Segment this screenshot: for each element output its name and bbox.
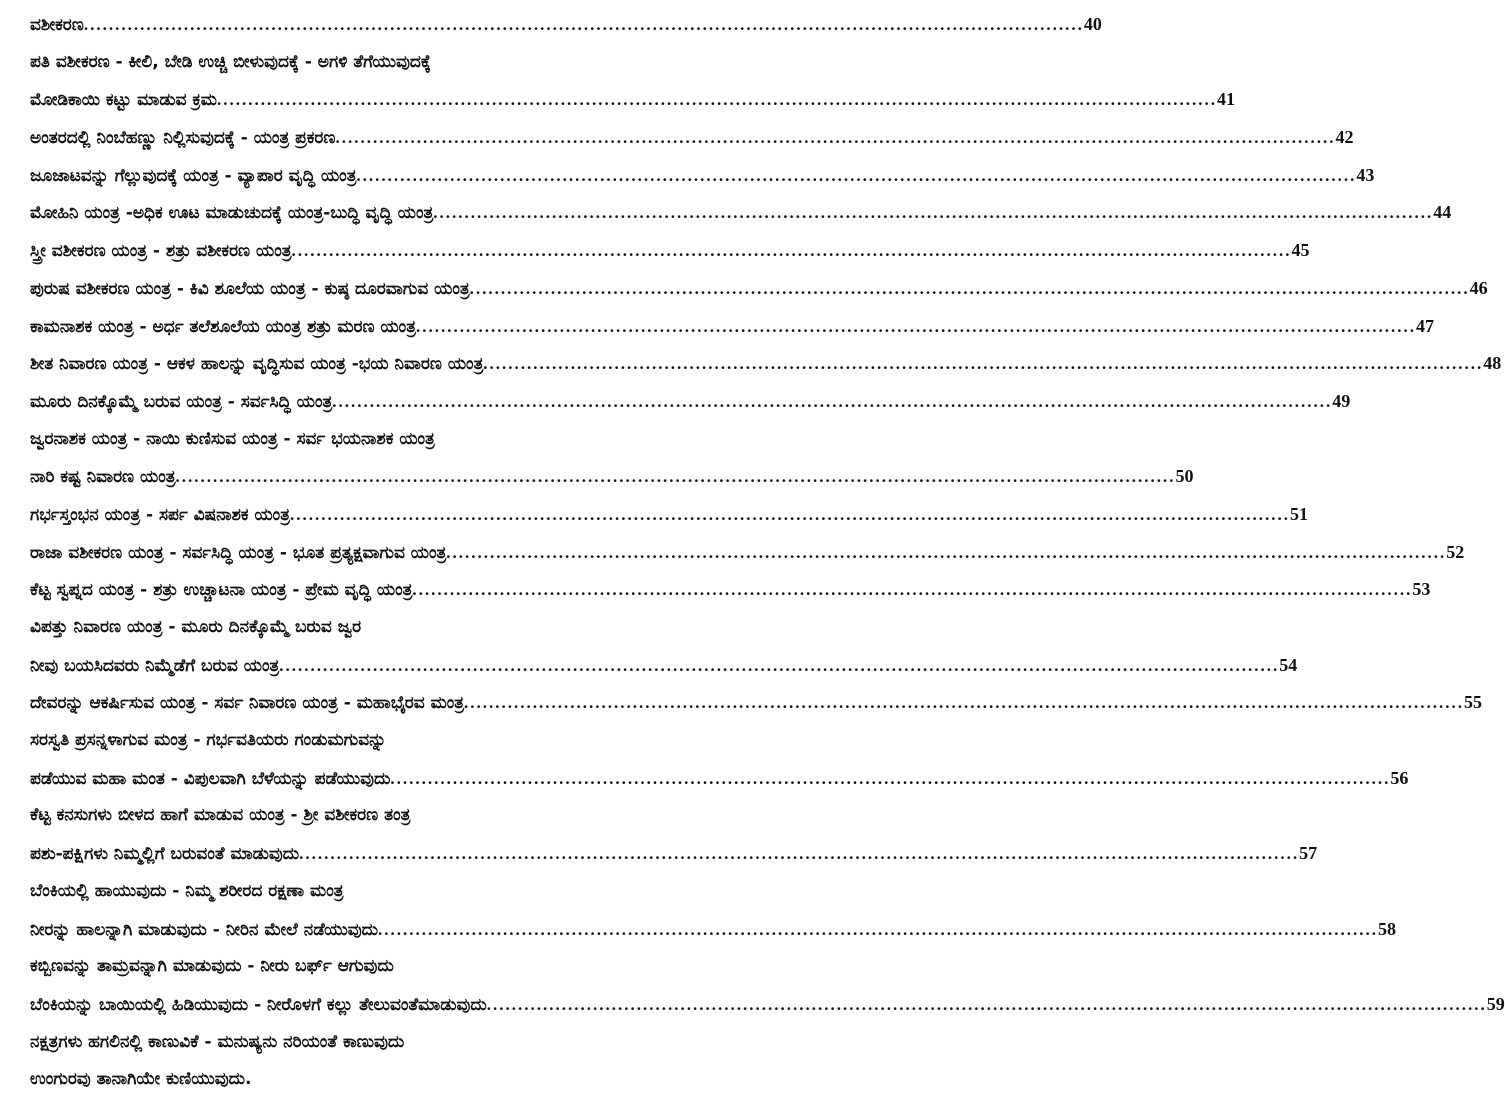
toc-page-number: 58 <box>1378 918 1397 939</box>
toc-entry-title: ಪಶು-ಪಕ್ಷಿಗಳು ನಿಮ್ಮಲ್ಲಿಗೆ ಬರುವಂತೆ ಮಾಡುವುದು <box>30 844 300 865</box>
dot-leader <box>279 647 1279 685</box>
toc-entry <box>30 835 1318 873</box>
toc-entry-title: ಕಬ್ಬಿಣವನ್ನು ತಾಮ್ರವನ್ನಾಗಿ ಮಾಡುವುದು - ನೀರು ಬರ್ಫ್ ಆಗುವುದು <box>30 956 394 977</box>
toc-page-number: 47 <box>1415 315 1434 336</box>
toc-entry-title: ಗರ್ಭಸ್ತಂಭನ ಯಂತ್ರ - ಸರ್ಪ ವಿಷನಾಶಕ ಯಂತ್ರ <box>30 504 290 525</box>
toc-entry-title: ವಿಪತ್ತು ನಿವಾರಣ ಯಂತ್ರ - ಮೂರು ದಿನಕ್ಕೊಮ್ಮೆ ಬರುವ ಜ್ವರ <box>30 617 362 637</box>
toc-entry <box>30 383 1351 421</box>
dot-leader <box>292 232 1292 270</box>
toc-entry <box>30 722 754 760</box>
toc-entry-title: ಕೆಟ್ಟ ಕನಸುಗಳು ಬೀಳದ ಹಾಗೆ ಮಾಡುವ ಯಂತ್ರ - ಶ್ರೀ ವಶೀಕರಣ ತಂತ್ರ <box>30 805 411 826</box>
toc-entry-title: ಪತಿ ವಶೀಕರಣ - ಕೀಲಿ, ಬೇಡಿ ಉಚ್ಚಿ ಬೀಳುವುದಕ್ಕೆ - ಅಗಳಿ ತೆಗೆಯುವುದಕ್ಕೆ <box>30 51 431 72</box>
toc-page-number: 49 <box>1332 390 1351 411</box>
toc-entry <box>30 911 1397 949</box>
dot-leader <box>446 534 1446 572</box>
toc-page-number: 44 <box>1433 202 1452 223</box>
toc-page-number: 40 <box>1083 14 1102 34</box>
toc-entry <box>30 948 754 986</box>
dot-leader <box>84 6 1084 44</box>
toc-page-number: 41 <box>1216 89 1235 110</box>
toc-entry <box>30 496 1308 534</box>
dot-leader <box>470 270 1470 308</box>
dot-leader <box>487 986 1487 1024</box>
toc-page-number: 57 <box>1299 843 1318 864</box>
toc-entry-title: ಪಡೆಯುವ ಮಹಾ ಮಂತ - ವಿಪುಲವಾಗಿ ಬೆಳೆಯನ್ನು ಪಡೆಯುವುದು <box>30 768 391 789</box>
toc-page-number: 46 <box>1469 277 1488 298</box>
toc-page-number: 51 <box>1289 503 1308 524</box>
toc-entry-title: ದೇವರನ್ನು ಆಕರ್ಷಿಸುವ ಯಂತ್ರ - ಸರ್ವ ನಿವಾರಣ ಯಂತ್ರ - ಮಹಾಭೈರವ ಮಂತ್ರ <box>30 693 464 714</box>
toc-entry-title: ಅಂತರದಲ್ಲಿ ನಿಂಬೆಹಣ್ಣು ನಿಲ್ಲಿಸುವುದಕ್ಕೆ - ಯಂತ್ರ ಪ್ರಕರಣ <box>30 128 336 149</box>
toc-page-number: 56 <box>1390 767 1409 788</box>
dot-leader <box>176 458 1176 496</box>
toc-entry-title: ಕೆಟ್ಟ ಸ್ವಪ್ನದ ಯಂತ್ರ - ಶತ್ರು ಉಚ್ಚಾಟನಾ ಯಂತ್ರ - ಪ್ರೇಮ ವೃದ್ಧಿ ಯಂತ್ರ <box>30 580 413 601</box>
toc-entry <box>30 609 754 647</box>
dot-leader <box>290 496 1290 534</box>
dot-leader <box>356 157 1356 195</box>
toc-entry <box>30 270 1488 308</box>
toc-entry <box>30 797 754 835</box>
toc-entry-title: ರಾಜಾ ವಶೀಕರಣ ಯಂತ್ರ - ಸರ್ವಸಿದ್ಧಿ ಯಂತ್ರ - ಭೂತ ಪ್ರತ್ಯಕ್ಷವಾಗುವ ಯಂತ್ರ <box>30 542 447 563</box>
toc-entry-title: ಕಾಮನಾಶಕ ಯಂತ್ರ - ಅರ್ಧ ತಲೆಶೂಲೆಯ ಯಂತ್ರ ಶತ್ರು ಮರಣ ಯಂತ್ರ <box>30 316 416 337</box>
toc-entry <box>30 647 1298 685</box>
toc-entry-title: ಉಂಗುರವು ತಾನಾಗಿಯೇ ಕುಣಿಯುವುದು. <box>30 1069 252 1090</box>
toc-entry-title: ಬೆಂಕಿಯನ್ನು ಬಾಯಿಯಲ್ಲಿ ಹಿಡಿಯುವುದು - ನೀರೊಳಗೆ ಕಲ್ಲು ತೇಲುವಂತೆಮಾಡುವುದು <box>30 994 487 1015</box>
toc-entry-title: ಶೀತ ನಿವಾರಣ ಯಂತ್ರ - ಆಕಳ ಹಾಲನ್ನು ವೃದ್ಧಿಸುವ ಯಂತ್ರ -ಭಯ ನಿವಾರಣ ಯಂತ್ರ <box>30 354 484 375</box>
toc-entry <box>30 534 1465 572</box>
toc-page-number: 55 <box>1464 692 1482 713</box>
toc-entry <box>30 1024 754 1062</box>
toc-page-number: 50 <box>1175 466 1194 487</box>
toc-entry <box>30 119 1354 157</box>
toc-entry <box>30 986 1505 1024</box>
toc-entry <box>30 81 1235 119</box>
toc-page-number: 43 <box>1356 164 1375 185</box>
toc-entry-title: ಬೆಂಕಿಯಲ್ಲಿ ಹಾಯುವುದು - ನಿಮ್ಮ ಶರೀರದ ರಕ್ಷಣಾ ಮಂತ್ರ <box>30 880 344 901</box>
toc-entry-title: ಸ್ತ್ರೀ ವಶೀಕರಣ ಯಂತ್ರ - ಶತ್ರು ವಶೀಕರಣ ಯಂತ್ರ <box>30 241 292 262</box>
toc-entry-title: ಮೋಹಿನಿ ಯಂತ್ರ -ಅಧಿಕ ಊಟ ಮಾಡುಚುದಕ್ಕೆ ಯಂತ್ರ-ಬುದ್ಧಿ ವೃದ್ಧಿ ಯಂತ್ರ <box>30 203 434 224</box>
toc-entry-title: ವಶೀಕರಣ <box>30 15 84 35</box>
dot-leader <box>416 308 1416 346</box>
toc-entry <box>30 571 1431 609</box>
toc-entry-title: ಮೂರು ದಿನಕ್ಕೊಮ್ಮೆ ಬರುವ ಯಂತ್ರ - ಸರ್ವಸಿದ್ಧಿ ಯಂತ್ರ <box>30 391 333 412</box>
toc-entry <box>30 308 1434 346</box>
toc-entry-title: ನೀವು ಬಯಸಿದವರು ನಿಮ್ಮೆಡೆಗೆ ಬರುವ ಯಂತ್ರ <box>30 655 280 676</box>
toc-entry <box>30 458 1194 496</box>
toc-entry-title: ಮೋಡಿಕಾಯಿ ಕಟ್ಟು ಮಾಡುವ ಕ್ರಮ <box>30 90 217 111</box>
dot-leader <box>412 571 1412 609</box>
toc-entry <box>30 421 754 459</box>
toc-entry-title: ಜೂಜಾಟವನ್ನು ಗೆಲ್ಲುವುದಕ್ಕೆ ಯಂತ್ರ - ವ್ಯಾಪಾರ ವೃದ್ಧಿ ಯಂತ್ರ <box>30 165 357 186</box>
toc-page-number: 48 <box>1483 353 1502 374</box>
toc-entry <box>30 232 1310 270</box>
dot-leader <box>464 684 1464 722</box>
toc-page-number: 45 <box>1291 240 1310 261</box>
toc-page-number: 59 <box>1486 993 1505 1014</box>
toc-entry-title: ನೀರನ್ನು ಹಾಲನ್ನಾಗಿ ಮಾಡುವುದು - ನೀರಿನ ಮೇಲೆ ನಡೆಯುವುದು <box>30 919 379 940</box>
toc-entry-title: ಸರಸ್ವತಿ ಪ್ರಸನ್ನಳಾಗುವ ಮಂತ್ರ - ಗರ್ಭವತಿಯರು ಗಂಡುಮಗುವನ್ನು <box>30 730 387 751</box>
dot-leader <box>299 835 1299 873</box>
toc-page-number: 53 <box>1412 579 1431 600</box>
toc-page-number: 42 <box>1335 127 1354 148</box>
toc-page-number: 54 <box>1279 654 1298 675</box>
toc-entry <box>30 873 754 911</box>
dot-leader <box>335 119 1335 157</box>
toc-entry-title: ಜ್ವರನಾಶಕ ಯಂತ್ರ - ನಾಯಿ ಕುಣಿಸುವ ಯಂತ್ರ - ಸರ್ವ ಭಯನಾಶಕ ಯಂತ್ರ <box>30 428 435 449</box>
dot-leader <box>433 194 1433 232</box>
dot-leader <box>217 81 1217 119</box>
toc-entry <box>30 684 1482 722</box>
toc-entry <box>30 760 1409 798</box>
dot-leader <box>390 760 1390 798</box>
dot-leader <box>332 383 1332 421</box>
toc-entry <box>30 194 1452 232</box>
dot-leader <box>378 911 1378 949</box>
toc-entry-title: ನಕ್ಷತ್ರಗಳು ಹಗಲಿನಲ್ಲಿ ಕಾಣುವಿಕೆ - ಮನುಷ್ಯನು ನರಿಯಂತೆ ಕಾಣುವುದು <box>30 1031 405 1052</box>
toc-entry-title: ನಾರಿ ಕಷ್ಟ ನಿವಾರಣ ಯಂತ್ರ <box>30 467 176 488</box>
toc-page-number: 52 <box>1446 541 1465 562</box>
toc-entry <box>30 6 1102 44</box>
table-of-contents <box>30 6 1505 1099</box>
toc-entry <box>30 1061 754 1099</box>
toc-entry <box>30 157 1375 195</box>
dot-leader <box>483 345 1483 383</box>
toc-entry <box>30 44 754 82</box>
toc-entry-title: ಪುರುಷ ವಶೀಕರಣ ಯಂತ್ರ - ಕಿವಿ ಶೂಲೆಯ ಯಂತ್ರ - ಕುಷ್ಠ ದೂರವಾಗುವ ಯಂತ್ರ <box>30 278 470 299</box>
toc-entry <box>30 345 1502 383</box>
